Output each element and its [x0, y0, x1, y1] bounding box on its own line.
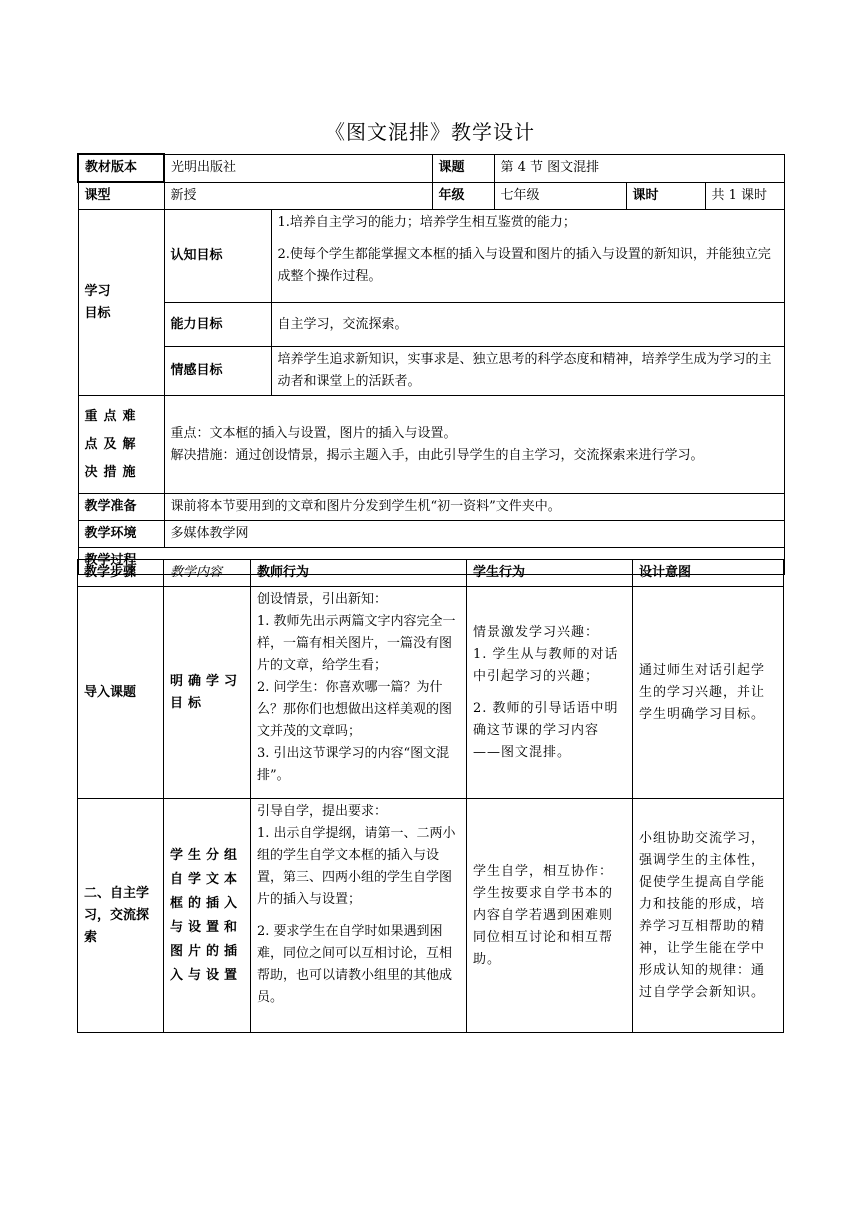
- content-cell: 学生分组自学文本框的插入与设置和图片的插入与设置: [164, 799, 251, 1033]
- key-point: 重点：文本框的插入与设置，图片的插入与设置。: [170, 425, 457, 441]
- header-intent: 设计意图: [633, 560, 784, 587]
- cognitive-goal-2: 2.使每个学生都能掌握文本框的插入与设置和图片的插入与设置的新知识，并能独立完成整个操作过程。: [277, 247, 771, 284]
- prep-value: 课前将本节要用到的文章和图片分发到学生机“初一资料”文件夹中。: [164, 494, 784, 521]
- student-line: 1. 学生从与教师的对话中引起学习的兴趣；: [473, 646, 619, 684]
- table-row: [78, 587, 784, 799]
- table-row: [78, 799, 784, 1033]
- header-student: 学生行为: [467, 560, 633, 587]
- ability-value: 自主学习，交流探索。: [271, 303, 784, 347]
- step-cell: 二、自主学习，交流探索: [78, 799, 164, 1033]
- emotion-label: 情感目标: [164, 347, 271, 396]
- grade-label: 年级: [432, 182, 494, 210]
- intent-cell: 小组协助交流学习，强调学生的主体性，促使学生提高自学能力和技能的形成，培养学习互相帮助的精神，让学生能在学中形成认知的规律：通过自学学会新知识。: [633, 799, 784, 1033]
- content-cell: 明确学习目标: [164, 587, 251, 799]
- prep-label: 教学准备: [78, 494, 164, 521]
- key-measures: 解决措施：通过创设情景，揭示主题入手，由此引导学生的自主学习，交流探索来进行学习。: [170, 447, 704, 463]
- env-value: 多媒体教学网: [164, 521, 784, 548]
- process-table: [77, 559, 784, 1033]
- edition-label: 教材版本: [78, 154, 164, 182]
- teacher-line: 1. 教师先出示两篇文字内容完全一样，一篇有相关图片，一篇没有图片的文章，给学生看；: [257, 614, 456, 673]
- env-label: 教学环境: [78, 521, 164, 548]
- student-line: 情景激发学习兴趣：: [473, 624, 600, 640]
- header-content: 教学内容: [164, 560, 251, 587]
- key-label: 重点难点及解决措施: [78, 396, 164, 494]
- teacher-line: 2. 要求学生在自学时如果遇到困难，同位之间可以互相讨论，互相帮助，也可以请教小组里的其他成员。: [257, 924, 453, 1005]
- hours-label: 课时: [626, 182, 705, 210]
- info-table: [77, 153, 785, 575]
- teacher-line: 2. 问学生：你喜欢哪一篇？为什么？那你们也想做出这样美观的图文并茂的文章吗；: [257, 680, 453, 739]
- hours-value: 共 1 课时: [705, 182, 784, 210]
- intent-cell: 通过师生对话引起学生的学习兴趣，并让学生明确学习目标。: [633, 587, 784, 799]
- teacher-line: 1. 出示自学提纲，请第一、二两小组的学生自学文本框的插入与设置，第三、四两小组的学生自学图片的插入与设置；: [257, 826, 456, 907]
- header-teacher: 教师行为: [251, 560, 467, 587]
- cognitive-goal-1: 1.培养自主学习的能力；培养学生相互鉴赏的能力；: [277, 215, 576, 230]
- header-step: 教学步骤: [78, 560, 164, 587]
- ability-label: 能力目标: [164, 303, 271, 347]
- page-title: 《图文混排》教学设计: [325, 120, 535, 144]
- topic-label: 课题: [432, 154, 494, 182]
- type-label: 课型: [78, 182, 164, 210]
- teacher-line: 引导自学，提出要求：: [257, 804, 388, 819]
- type-value: 新授: [164, 182, 432, 210]
- edition-value: 光明出版社: [164, 154, 432, 182]
- student-line: 学生自学，相互协作：学生按要求自学书本的内容自学若遇到困难则同位相互讨论和相互帮助。: [473, 863, 614, 967]
- grade-value: 七年级: [494, 182, 626, 210]
- student-line: 2. 教师的引导话语中明确这节课的学习内容——图文混排。: [473, 700, 619, 760]
- step-cell: 导入课题: [78, 587, 164, 799]
- emotion-value: 培养学生追求新知识，实事求是、独立思考的科学态度和精神，培养学生成为学习的主动者和课堂上的活跃者。: [271, 347, 784, 396]
- cognitive-label: 认知目标: [164, 210, 271, 303]
- teacher-line: 创设情景，引出新知：: [257, 592, 388, 607]
- goals-label: 学习 目标: [78, 210, 164, 396]
- topic-value: 第 4 节 图文混排: [494, 154, 784, 182]
- teacher-line: 3. 引出这节课学习的内容“图文混排”。: [257, 746, 450, 783]
- process-label: 教学过程: [78, 548, 784, 575]
